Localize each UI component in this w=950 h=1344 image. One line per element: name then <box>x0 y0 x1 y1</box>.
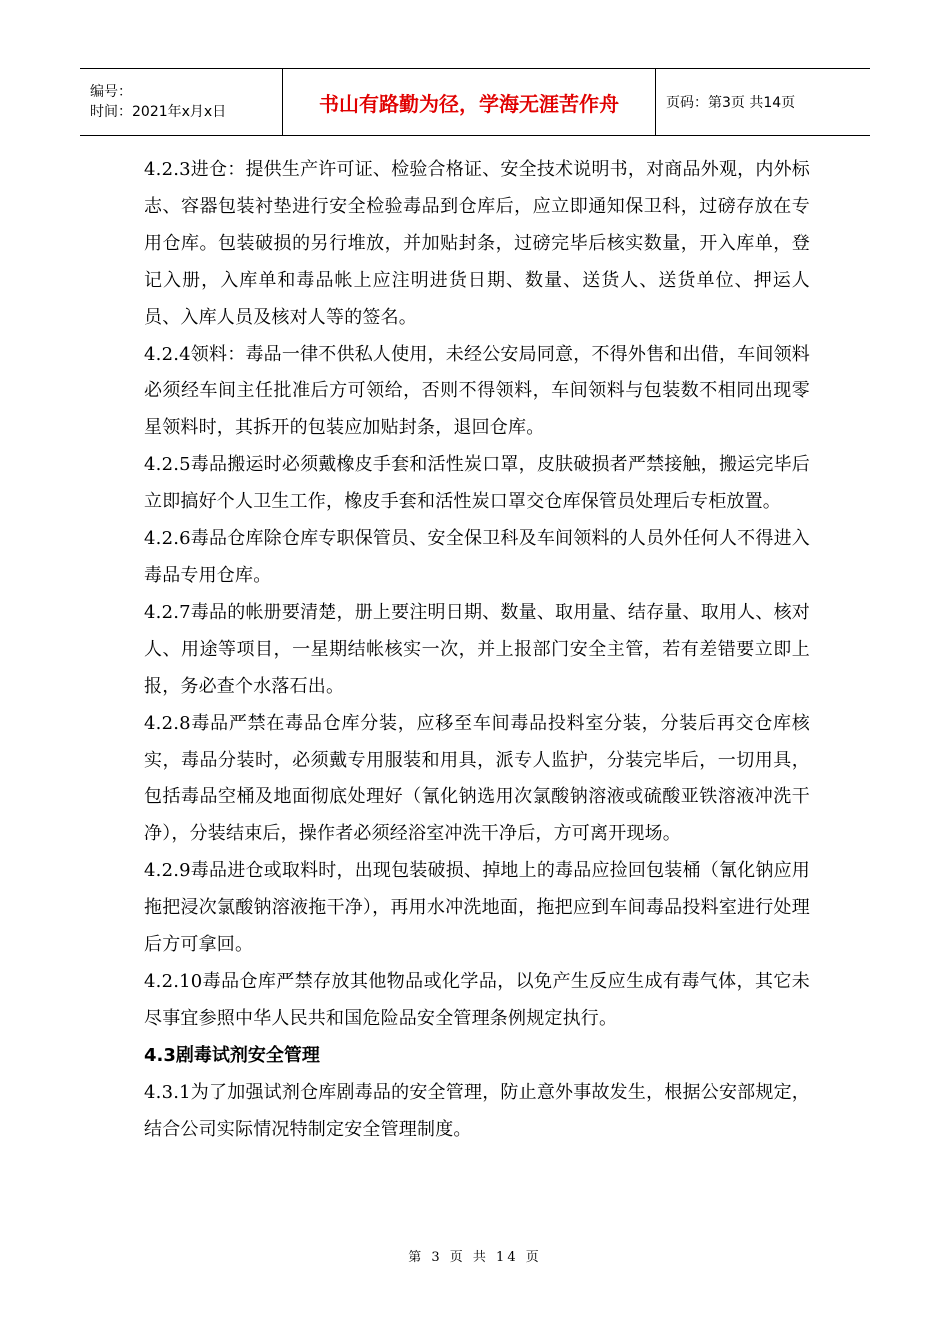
paragraph-4-3-1: 4.3.1为了加强试剂仓库剧毒品的安全管理，防止意外事故发生，根据公安部规定，结合公司实际情况特制定安全管理制度。 <box>144 1081 810 1140</box>
header-motto: 书山有路勤为径，学海无涯苦作舟 <box>283 69 656 135</box>
document-body <box>144 152 810 1148</box>
header-meta <box>80 69 283 135</box>
paragraph-4-2-4: 4.2.4领料：毒品一律不供私人使用，未经公安局同意，不得外售和出借，车间领料必须经车间主任批准后方可领给，否则不得领料，车间领料与包装数不相同出现零星领料时，其拆开的包装应加贴封条，退回仓库。 <box>144 343 810 439</box>
paragraph-4-2-10: 4.2.10毒品仓库严禁存放其他物品或化学品，以免产生反应生成有毒气体，其它未尽事宜参照中华人民共和国危险品安全管理条例规定执行。 <box>144 970 810 1029</box>
document-date: 时间：2021年x月x日 <box>90 104 227 120</box>
paragraph-4-2-7: 4.2.7毒品的帐册要清楚，册上要注明日期、数量、取用量、结存量、取用人、核对人、用途等项目，一星期结帐核实一次，并上报部门安全主管，若有差错要立即上报，务必查个水落石出。 <box>144 601 810 697</box>
header-page-info: 页码：第3页 共14页 <box>666 95 796 111</box>
document-number: 编号： <box>90 84 132 100</box>
paragraph-4-2-3: 4.2.3进仓：提供生产许可证、检验合格证、安全技术说明书，对商品外观，内外标志、容器包装衬垫进行安全检验毒品到仓库后，应立即通知保卫科，过磅存放在专用仓库。包装破损的另行堆放，并加贴封条，过磅完毕后核实数量，开入库单，登记入册，入库单和毒品帐上应注明进货日期、数量、送货人、送货单位、押运人员、入库人员及核对人等的签名。 <box>144 159 810 328</box>
section-heading-4-3: 4.3剧毒试剂安全管理 <box>144 1044 320 1066</box>
page-footer: 第 3 页 共 14 页 <box>408 1250 542 1265</box>
page-header <box>80 68 870 136</box>
paragraph-4-2-8: 4.2.8毒品严禁在毒品仓库分装，应移至车间毒品投料室分装，分装后再交仓库核实，毒品分装时，必须戴专用服装和用具，派专人监护，分装完毕后，一切用具，包括毒品空桶及地面彻底处理好（氰化钠选用次氯酸钠溶液或硫酸亚铁溶液冲洗干净），分装结束后，操作者必须经浴室冲洗干净后，方可离开现场。 <box>144 712 810 845</box>
paragraph-4-2-5: 4.2.5毒品搬运时必须戴橡皮手套和活性炭口罩，皮肤破损者严禁接触，搬运完毕后立即搞好个人卫生工作，橡皮手套和活性炭口罩交仓库保管员处理后专柜放置。 <box>144 454 810 513</box>
paragraph-4-2-9: 4.2.9毒品进仓或取料时，出现包装破损、掉地上的毒品应捡回包装桶（氰化钠应用拖把浸次氯酸钠溶液拖干净），再用水冲洗地面，拖把应到车间毒品投料室进行处理后方可拿回。 <box>144 860 810 956</box>
paragraph-4-2-6: 4.2.6毒品仓库除仓库专职保管员、安全保卫科及车间领料的人员外任何人不得进入毒品专用仓库。 <box>144 528 810 586</box>
